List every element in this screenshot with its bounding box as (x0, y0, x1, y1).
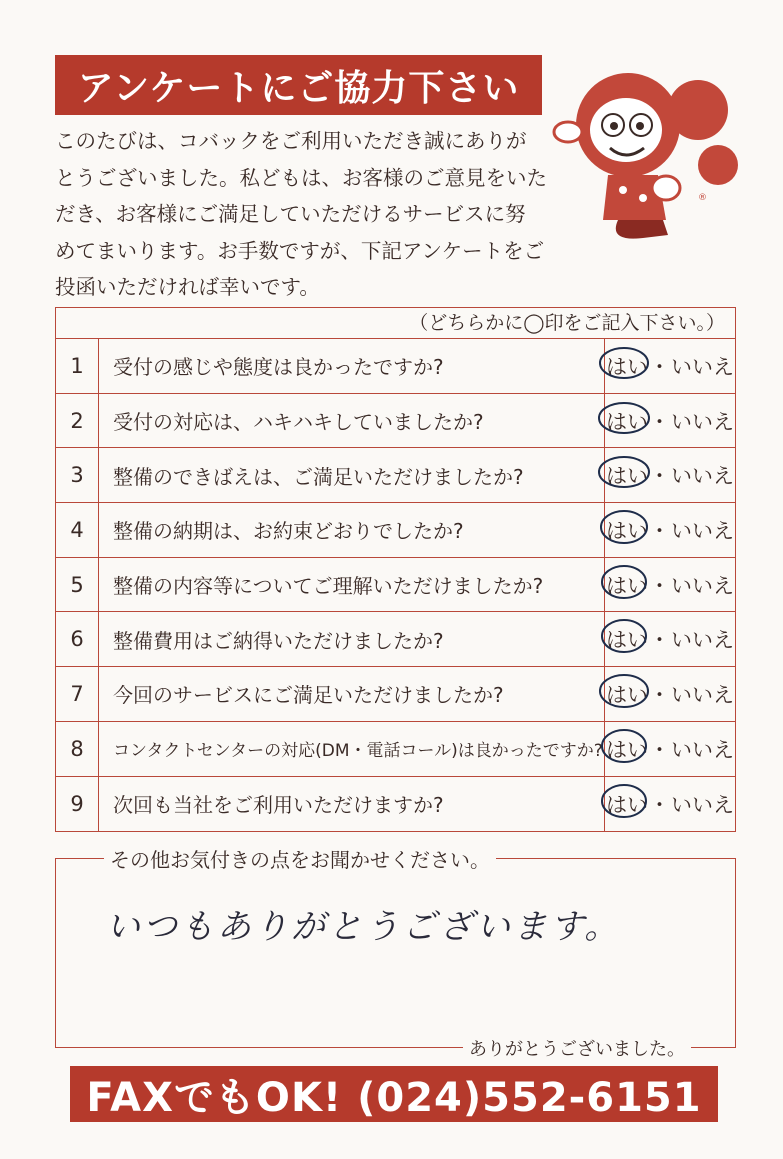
table-row (56, 722, 735, 777)
question-text: 整備の内容等についてご理解いただけましたか? (99, 558, 605, 612)
yes-option[interactable]: はい (606, 734, 648, 764)
separator: ・ (649, 464, 670, 489)
title-banner (55, 55, 542, 115)
question-number: 3 (56, 448, 99, 502)
question-number: 7 (56, 667, 99, 721)
handwritten-comment: いつもありがとうございます。 (106, 907, 622, 947)
yes-option[interactable]: はい (606, 624, 648, 654)
answer-choice[interactable] (605, 722, 735, 776)
question-text: 整備費用はご納得いただけましたか? (99, 612, 605, 666)
separator: ・ (649, 737, 670, 762)
answer-choice[interactable] (605, 503, 735, 557)
no-option[interactable]: いいえ (671, 628, 734, 653)
question-number: 8 (56, 722, 99, 776)
comments-box[interactable] (55, 848, 736, 1060)
question-text: 今回のサービスにご満足いただけましたか? (99, 667, 605, 721)
answer-choice[interactable] (605, 558, 735, 612)
mascot-icon (548, 70, 748, 245)
yes-option[interactable]: はい (606, 460, 648, 490)
no-option[interactable]: いいえ (671, 792, 734, 817)
question-number: 2 (56, 394, 99, 448)
yes-option[interactable]: はい (606, 406, 648, 436)
intro-text: このたびは、コバックをご利用いただき誠にありが とうございました。私どもは、お客様のご意見をいた だき、お客様にご満足していただけるサービスに努 めてまいります。お手数ですが、下記アンケートをご 投函いただければ幸いです。 (55, 129, 547, 299)
no-option[interactable]: いいえ (671, 354, 734, 379)
separator: ・ (649, 354, 670, 379)
question-text: 次回も当社をご利用いただけますか? (99, 777, 605, 832)
table-row (56, 667, 735, 722)
question-text: 受付の感じや態度は良かったですか? (99, 339, 605, 393)
question-number: 9 (56, 777, 99, 832)
separator: ・ (649, 792, 670, 817)
page-title: アンケートにご協力下さい (77, 67, 520, 109)
fax-banner (70, 1066, 718, 1122)
circle-mark-icon (598, 672, 654, 710)
circle-mark-icon (598, 782, 654, 820)
table-row (56, 777, 735, 832)
yes-option[interactable]: はい (606, 789, 648, 819)
answer-choice[interactable] (605, 667, 735, 721)
circle-mark-icon (598, 344, 654, 382)
no-option[interactable]: いいえ (671, 682, 734, 707)
table-row (56, 503, 735, 558)
question-number: 5 (56, 558, 99, 612)
circle-mark-icon (598, 399, 654, 437)
comments-label: その他お気付きの点をお聞かせください。 (104, 844, 496, 873)
separator: ・ (649, 518, 670, 543)
separator: ・ (649, 682, 670, 707)
table-row (56, 448, 735, 503)
yes-option[interactable]: はい (606, 515, 648, 545)
circle-mark-icon (598, 563, 654, 601)
circle-mark-icon (598, 508, 654, 546)
no-option[interactable]: いいえ (671, 409, 734, 434)
table-row (56, 339, 735, 394)
answer-choice[interactable] (605, 339, 735, 393)
circle-mark-icon (598, 727, 654, 765)
yes-option[interactable]: はい (606, 351, 648, 381)
yes-option[interactable]: はい (606, 679, 648, 709)
table-row (56, 394, 735, 449)
circle-mark-icon (598, 453, 654, 491)
separator: ・ (649, 628, 670, 653)
survey-table (55, 307, 736, 832)
answer-choice[interactable] (605, 394, 735, 448)
no-option[interactable]: いいえ (671, 573, 734, 598)
svg-text:®: ® (698, 193, 707, 203)
question-number: 6 (56, 612, 99, 666)
no-option[interactable]: いいえ (671, 518, 734, 543)
table-row (56, 558, 735, 613)
answer-choice[interactable] (605, 612, 735, 666)
separator: ・ (649, 409, 670, 434)
fax-text: FAXでもOK! (024)552-6151 (86, 1074, 702, 1121)
no-option[interactable]: いいえ (671, 737, 734, 762)
question-text: 整備のできばえは、ご満足いただけましたか? (99, 448, 605, 502)
circle-mark-icon (598, 617, 654, 655)
no-option[interactable]: いいえ (671, 464, 734, 489)
question-text: コンタクトセンターの対応(DM・電話コール)は良かったですか? (99, 722, 605, 776)
question-text: 受付の対応は、ハキハキしていましたか? (99, 394, 605, 448)
separator: ・ (649, 573, 670, 598)
survey-instruction: （どちらかに◯印をご記入下さい。） (56, 308, 735, 339)
table-row (56, 612, 735, 667)
question-text: 整備の納期は、お約束どおりでしたか? (99, 503, 605, 557)
yes-option[interactable]: はい (606, 570, 648, 600)
question-number: 1 (56, 339, 99, 393)
question-number: 4 (56, 503, 99, 557)
thanks-text: ありがとうございました。 (463, 1035, 691, 1061)
answer-choice[interactable] (605, 448, 735, 502)
answer-choice[interactable] (605, 777, 735, 832)
